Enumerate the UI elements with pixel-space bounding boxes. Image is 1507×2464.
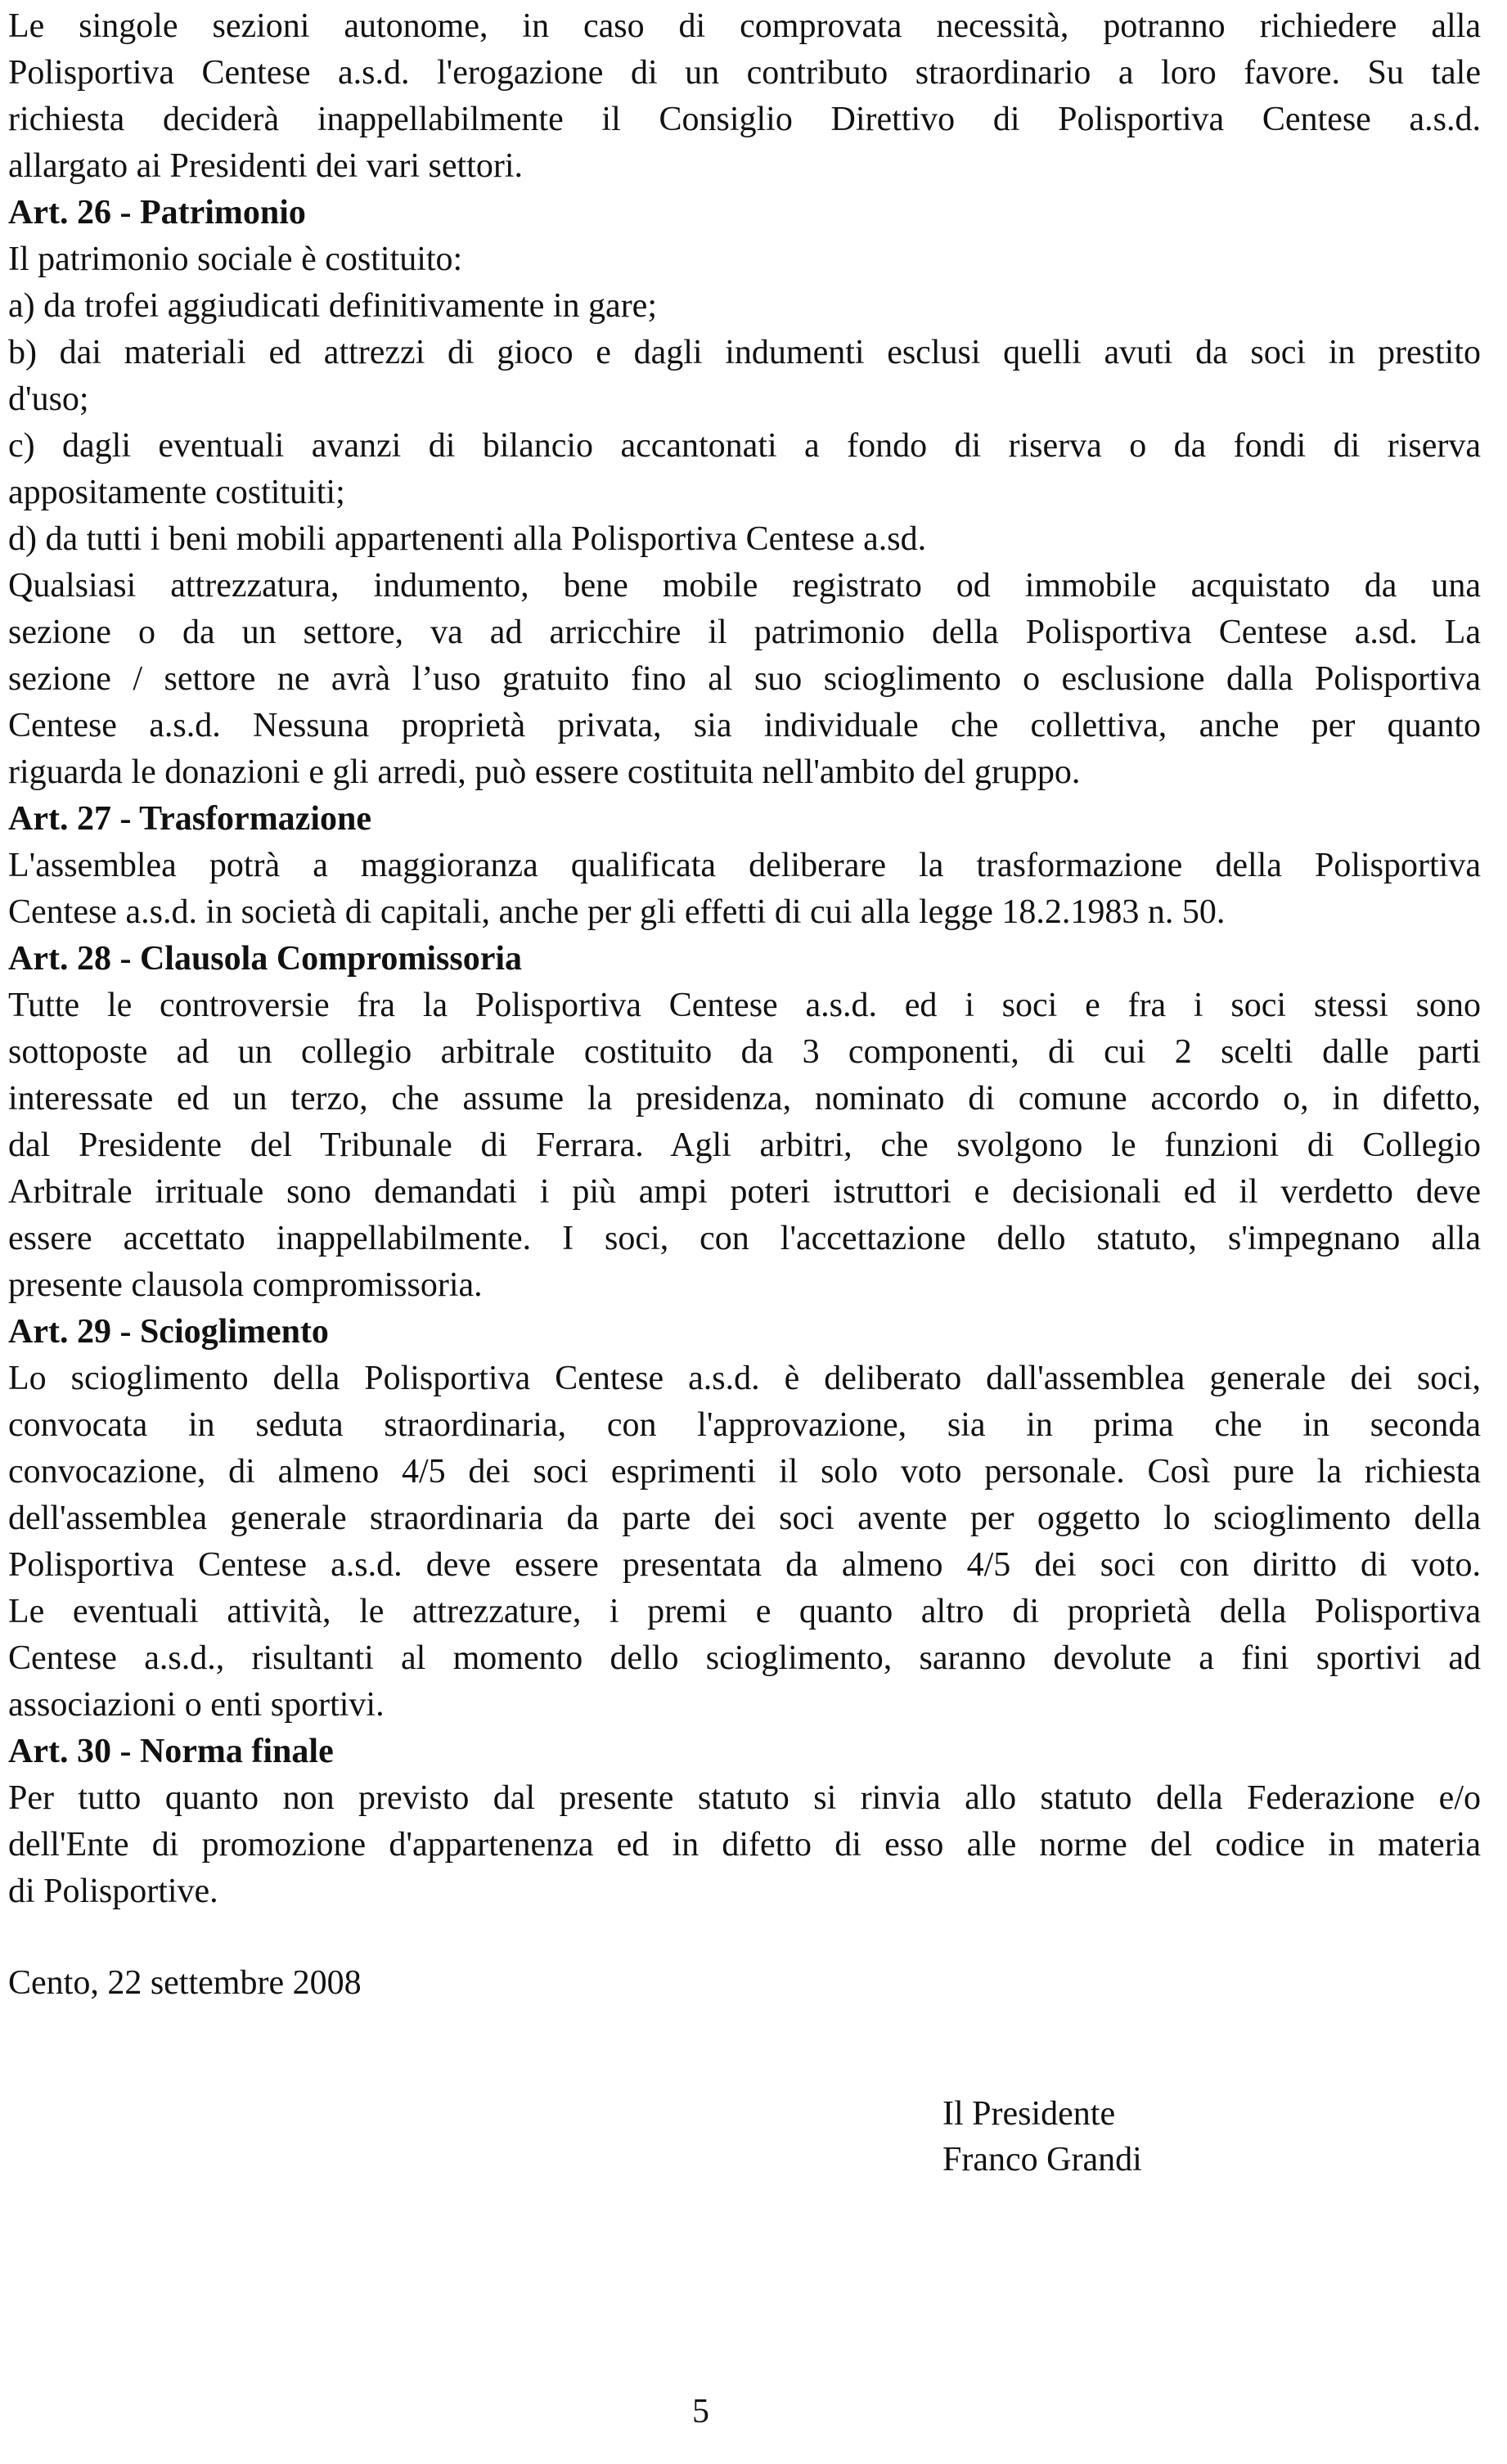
text-line: Polisportiva Centese a.s.d. deve essere presentata da almeno 4/5 dei soci con diritto di voto. <box>8 1546 1481 1584</box>
text-line: dell'assemblea generale straordinaria da parte dei soci avente per oggetto lo scioglimento della <box>8 1500 1481 1537</box>
text-line: sottoposte ad un collegio arbitrale costituito da 3 componenti, di cui 2 scelti dalle parti <box>8 1033 1481 1071</box>
text-line: Centese a.s.d. in società di capitali, anche per gli effetti di cui alla legge 18.2.1983 n. 50. <box>8 893 1226 931</box>
article-heading: Art. 28 - Clausola Compromissoria <box>8 940 523 978</box>
text-line: Centese a.s.d., risultanti al momento dello scioglimento, saranno devolute a fini sportivi ad <box>8 1639 1481 1677</box>
text-line: Centese a.s.d. Nessuna proprietà privata, sia individuale che collettiva, anche per quanto <box>8 707 1481 744</box>
place-date: Cento, 22 settembre 2008 <box>8 1964 362 2002</box>
text-line: riguarda le donazioni e gli arredi, può essere costituita nell'ambito del gruppo. <box>8 753 1081 791</box>
text-line: dal Presidente del Tribunale di Ferrara. Agli arbitri, che svolgono le funzioni di Collegio <box>8 1126 1481 1164</box>
article-heading: Art. 26 - Patrimonio <box>8 194 306 232</box>
article-heading: Art. 30 - Norma finale <box>8 1733 334 1770</box>
text-line: Qualsiasi attrezzatura, indumento, bene mobile registrato od immobile acquistato da una <box>8 567 1481 605</box>
text-line: dell'Ente di promozione d'appartenenza ed in difetto di esso alle norme del codice in materia <box>8 1826 1481 1864</box>
text-line: presente clausola compromissoria. <box>8 1266 483 1304</box>
text-line: richiesta deciderà inappellabilmente il Consiglio Direttivo di Polisportiva Centese a.s.d. <box>8 101 1481 138</box>
article-heading: Art. 29 - Scioglimento <box>8 1313 329 1351</box>
text-line: Tutte le controversie fra la Polisportiva Centese a.s.d. ed i soci e fra i soci stessi sono <box>8 987 1481 1024</box>
text-line: sezione o da un settore, va ad arricchire il patrimonio della Polisportiva Centese a.sd. La <box>8 614 1481 651</box>
text-line: associazioni o enti sportivi. <box>8 1686 385 1724</box>
signature-name: Franco Grandi <box>942 2141 1142 2178</box>
text-line: Arbitrale irrituale sono demandati i più ampi poteri istruttori e decisionali ed il verdetto deve <box>8 1173 1481 1211</box>
text-line: sezione / settore ne avrà l’uso gratuito fino al suo scioglimento o esclusione dalla Polisportiva <box>8 660 1481 698</box>
text-line: Lo scioglimento della Polisportiva Centese a.s.d. è deliberato dall'assemblea generale dei soci, <box>8 1360 1481 1397</box>
text-line: appositamente costituiti; <box>8 474 345 511</box>
signature-title: Il Presidente <box>942 2095 1116 2133</box>
text-line: d'uso; <box>8 380 89 418</box>
list-item: a) da trofei aggiudicati definitivamente in gare; <box>8 287 657 325</box>
text-line: di Polisportive. <box>8 1873 218 1910</box>
list-item: d) da tutti i beni mobili appartenenti alla Polisportiva Centese a.sd. <box>8 520 927 558</box>
document-page <box>8 0 1481 2464</box>
article-heading: Art. 27 - Trasformazione <box>8 800 371 838</box>
text-line: allargato ai Presidenti dei vari settori. <box>8 147 524 185</box>
text-line: convocazione, di almeno 4/5 dei soci esprimenti il solo voto personale. Così pure la richiesta <box>8 1453 1481 1491</box>
text-line: Le singole sezioni autonome, in caso di comprovata necessità, potranno richiedere alla <box>8 7 1481 45</box>
text-line: Le eventuali attività, le attrezzature, i premi e quanto altro di proprietà della Polisportiva <box>8 1593 1481 1630</box>
text-line: Per tutto quanto non previsto dal presente statuto si rinvia allo statuto della Federazione e/o <box>8 1779 1481 1817</box>
list-item: c) dagli eventuali avanzi di bilancio accantonati a fondo di riserva o da fondi di riserva <box>8 427 1481 465</box>
text-line: essere accettato inappellabilmente. I soci, con l'accettazione dello statuto, s'impegnano alla <box>8 1220 1481 1257</box>
page-number: 5 <box>692 2393 709 2430</box>
text-line: convocata in seduta straordinaria, con l'approvazione, sia in prima che in seconda <box>8 1406 1481 1444</box>
list-item: b) dai materiali ed attrezzi di gioco e dagli indumenti esclusi quelli avuti da soci in prestito <box>8 334 1481 371</box>
text-line: L'assemblea potrà a maggioranza qualificata deliberare la trasformazione della Polisportiva <box>8 847 1481 884</box>
text-line: interessate ed un terzo, che assume la presidenza, nominato di comune accordo o, in difetto, <box>8 1080 1481 1117</box>
text-line: Il patrimonio sociale è costituito: <box>8 241 463 278</box>
text-line: Polisportiva Centese a.s.d. l'erogazione di un contributo straordinario a loro favore. Su tale <box>8 54 1481 92</box>
